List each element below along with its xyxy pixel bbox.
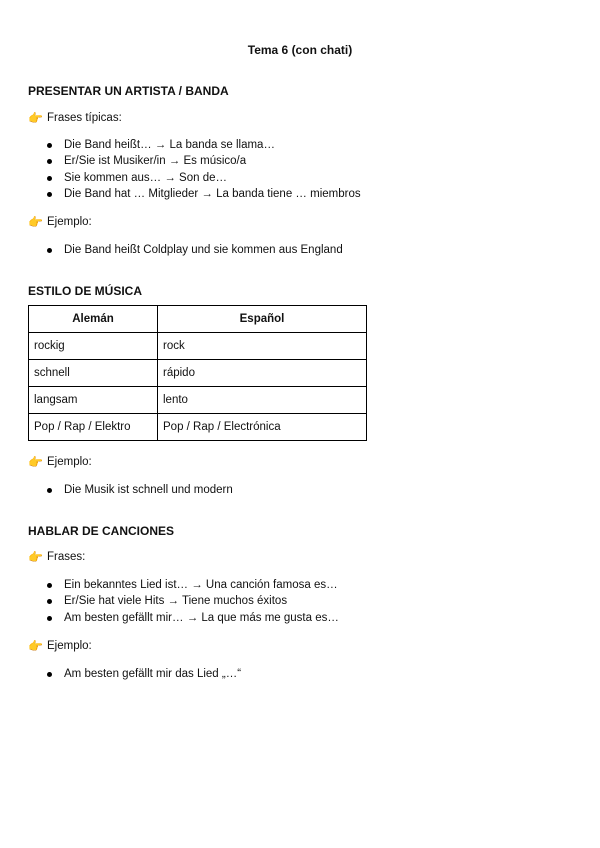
example-label-artista	[28, 215, 92, 229]
table-cell: Pop / Rap / Elektro	[29, 414, 158, 441]
list-item: Ein bekanntes Lied ist… → Una canción famosa es…	[28, 577, 339, 593]
example-list-artista	[28, 242, 343, 258]
list-item: Am besten gefällt mir das Lied „…“	[28, 666, 241, 682]
phrases-label-text: Frases:	[47, 551, 86, 563]
list-item: Die Band heißt Coldplay und sie kommen aus England	[28, 242, 343, 258]
section-heading-canciones: HABLAR DE CANCIONES	[28, 524, 175, 538]
table-cell: langsam	[29, 387, 158, 414]
example-label-text: Ejemplo:	[47, 216, 92, 228]
document-title: Tema 6 (con chati)	[247, 43, 353, 57]
example-label-text: Ejemplo:	[47, 456, 92, 468]
table-cell: rápido	[158, 360, 367, 387]
example-label-text: Ejemplo:	[47, 640, 92, 652]
phrases-list-canciones	[28, 577, 339, 626]
phrases-label-artista	[28, 111, 122, 125]
table-header-row	[29, 306, 367, 333]
section-heading-estilo: ESTILO DE MÚSICA	[28, 284, 143, 298]
pointing-hand-icon: 👉	[28, 455, 43, 469]
table-cell: rockig	[29, 333, 158, 360]
example-label-canciones	[28, 639, 92, 653]
example-list-canciones	[28, 666, 241, 682]
list-item: Die Musik ist schnell und modern	[28, 482, 233, 498]
table-cell: rock	[158, 333, 367, 360]
table-row	[29, 333, 367, 360]
column-header: Español	[158, 306, 367, 333]
table-cell: schnell	[29, 360, 158, 387]
list-item: Die Band hat … Mitglieder → La banda tiene … miembros	[28, 186, 361, 202]
list-item: Er/Sie ist Musiker/in → Es músico/a	[28, 153, 361, 169]
example-list-estilo	[28, 482, 233, 498]
example-label-estilo	[28, 455, 92, 469]
pointing-hand-icon: 👉	[28, 111, 43, 125]
pointing-hand-icon: 👉	[28, 215, 43, 229]
table-row	[29, 387, 367, 414]
column-header: Alemán	[29, 306, 158, 333]
table-cell: lento	[158, 387, 367, 414]
list-item: Er/Sie hat viele Hits → Tiene muchos éxitos	[28, 593, 339, 609]
vocabulary-table	[28, 305, 367, 441]
section-heading-artista: PRESENTAR UN ARTISTA / BANDA	[28, 84, 229, 98]
phrases-list-artista	[28, 137, 361, 202]
list-item: Die Band heißt… → La banda se llama…	[28, 137, 361, 153]
pointing-hand-icon: 👉	[28, 639, 43, 653]
phrases-label-canciones	[28, 550, 85, 564]
table-row	[29, 360, 367, 387]
table-cell: Pop / Rap / Electrónica	[158, 414, 367, 441]
list-item: Sie kommen aus… → Son de…	[28, 170, 361, 186]
list-item: Am besten gefällt mir… → La que más me gusta es…	[28, 610, 339, 626]
phrases-label-text: Frases típicas:	[47, 112, 122, 124]
table-row	[29, 414, 367, 441]
pointing-hand-icon: 👉	[28, 550, 43, 564]
